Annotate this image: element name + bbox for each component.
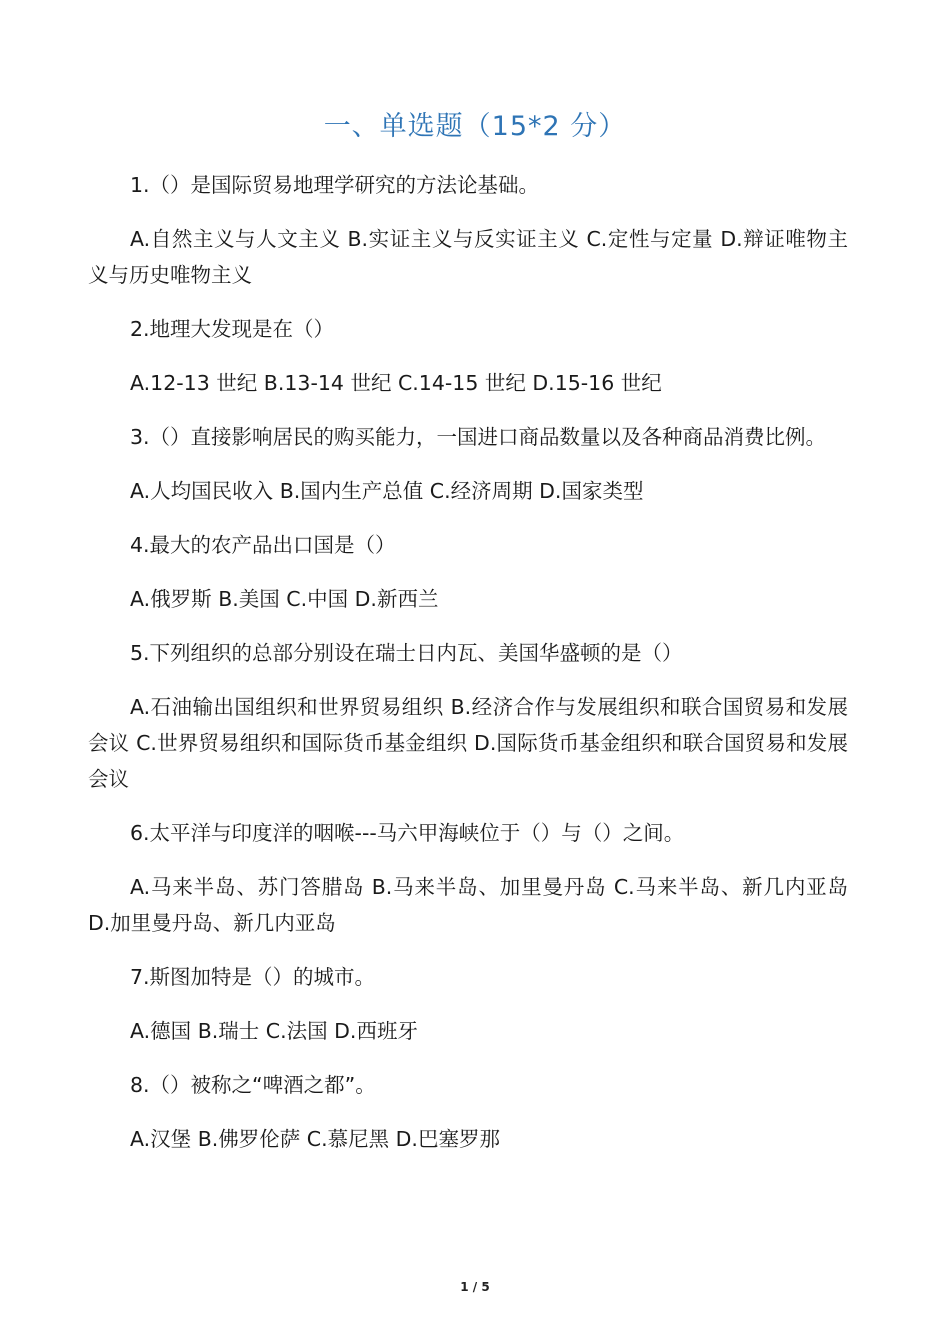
question-stem: 2.地理大发现是在（） bbox=[130, 317, 335, 341]
question-stem: 3.（）直接影响居民的购买能力，一国进口商品数量以及各种商品消费比例。 bbox=[130, 425, 827, 449]
question-options: A.俄罗斯 B.美国 C.中国 D.新西兰 bbox=[130, 587, 439, 611]
question-list bbox=[88, 167, 848, 1175]
question-options: A.汉堡 B.佛罗伦萨 C.慕尼黑 D.巴塞罗那 bbox=[130, 1127, 500, 1151]
question-stem: 7.斯图加特是（）的城市。 bbox=[130, 965, 376, 989]
question-options: A.人均国民收入 B.国内生产总值 C.经济周期 D.国家类型 bbox=[130, 479, 644, 503]
question-options: A.德国 B.瑞士 C.法国 D.西班牙 bbox=[130, 1019, 418, 1043]
question-options: A.12-13 世纪 B.13-14 世纪 C.14-15 世纪 D.15-16 世纪 bbox=[130, 371, 662, 395]
question-options: A.自然主义与人文主义 B.实证主义与反实证主义 C.定性与定量 D.辩证唯物主义与历史唯物主义 bbox=[88, 227, 848, 287]
section-title: 一、单选题（15*2 分） bbox=[323, 111, 627, 142]
question-stem: 1.（）是国际贸易地理学研究的方法论基础。 bbox=[130, 173, 540, 197]
question-options: A.马来半岛、苏门答腊岛 B.马来半岛、加里曼丹岛 C.马来半岛、新几内亚岛 D.加里曼丹岛、新几内亚岛 bbox=[88, 875, 848, 935]
page-indicator: 1 / 5 bbox=[460, 1280, 490, 1294]
question-options: A.石油输出国组织和世界贸易组织 B.经济合作与发展组织和联合国贸易和发展会议 C.世界贸易组织和国际货币基金组织 D.国际货币基金组织和联合国贸易和发展会议 bbox=[88, 695, 848, 791]
question-stem: 4.最大的农产品出口国是（） bbox=[130, 533, 396, 557]
question-stem: 6.太平洋与印度洋的咽喉---马六甲海峡位于（）与（）之间。 bbox=[130, 821, 685, 845]
question-stem: 5.下列组织的总部分别设在瑞士日内瓦、美国华盛顿的是（） bbox=[130, 641, 683, 665]
question-stem: 8.（）被称之“啤酒之都”。 bbox=[130, 1073, 376, 1097]
